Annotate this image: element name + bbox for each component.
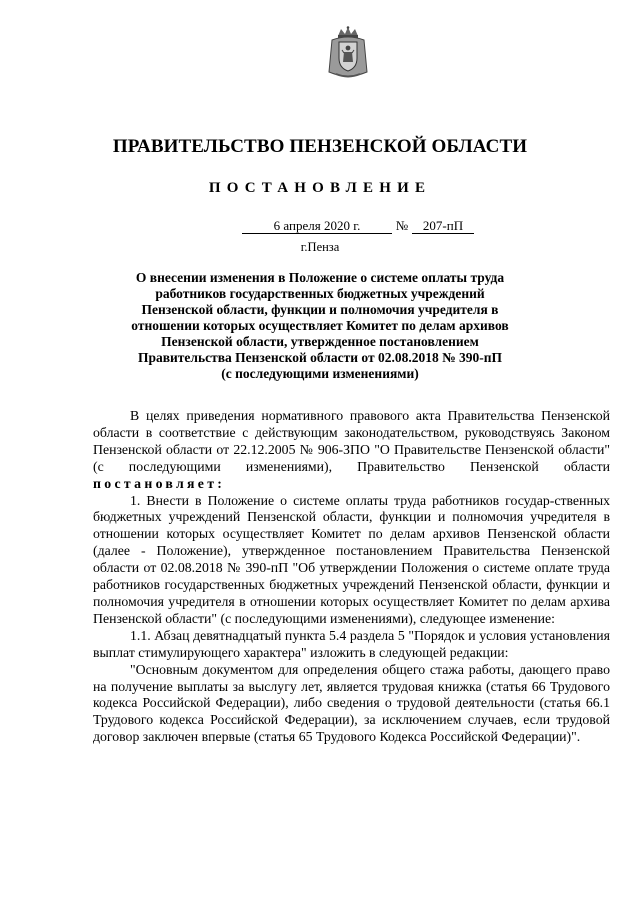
title-line: работников государственных бюджетных учреждений — [155, 286, 485, 301]
title-line: Правительства Пензенской области от 02.08.2018 № 390-пП — [137, 350, 503, 365]
resolution-word: постановляет: — [93, 475, 226, 491]
number-sign: № — [395, 218, 409, 233]
document-type: ПОСТАНОВЛЕНИЕ — [208, 180, 432, 196]
title-line: Пензенской области, утвержденное постановлением — [161, 334, 479, 349]
document-title — [110, 270, 530, 382]
title-line: (с последующими изменениями) — [221, 366, 419, 381]
quoted-new-text-paragraph: "Основным документом для определения общего стажа работы, дающего право на получение выплаты за выслугу лет, является трудовая книжка (статья 66 Трудового кодекса Российской Федерации), либо сведения о трудовой деятельности (статья 66.1 Трудового кодекса Российской Федерации), за исключением случаев, если трудовой договор заключен впервые (статья 65 Трудового Кодекса Российской Федерации)". — [93, 661, 610, 745]
document-body — [93, 408, 610, 746]
clause-1-paragraph: 1. Внести в Положение о системе оплаты труда работников государ-ственных бюджетных учреждений Пензенской области, функции и полномочия учредителя в отношении которых осуществляет Комитет по делам архивов Пензенской области (далее - Положение), утвержденное постановлением Правительства Пензенской области от 02.08.2018 № 390-пП "Об утверждении Положения о системе оплате труда работников государственных бюджетных учреждений Пензенской области, функции и полномочия учредителя в отношении которых осуществляет Комитет по делам архива Пензенской области" (с последующими изменениями), следующее изменение: — [93, 492, 610, 626]
government-name: ПРАВИТЕЛЬСТВО ПЕНЗЕНСКОЙ ОБЛАСТИ — [112, 136, 528, 157]
date-number-line — [242, 218, 474, 234]
title-line: отношении которых осуществляет Комитет по делам архивов — [131, 318, 509, 333]
document-number: 207-пП — [412, 219, 474, 234]
title-line: Пензенской области, функции и полномочия учредителя в — [141, 302, 499, 317]
preamble-paragraph — [93, 408, 610, 493]
clause-1-1-paragraph: 1.1. Абзац девятнадцатый пункта 5.4 раздела 5 "Порядок и условия установления выплат стимулирующего характера" изложить в следующей редакции: — [93, 627, 610, 660]
preamble-text: В целях приведения нормативного правового акта Правительства Пензенской области в соответствие с действующим законодательством, руководствуясь Законом Пензенской области от 22.12.2005 № 906-ЗПО "О Правительстве Пензенской области" (с последующими изменениями), Правительство Пензенской области — [93, 408, 610, 474]
title-line: О внесении изменения в Положение о системе оплаты труда — [135, 270, 505, 285]
city: г.Пенза — [300, 240, 340, 254]
document-date: 6 апреля 2020 г. — [242, 219, 392, 234]
coat-of-arms-icon — [326, 26, 370, 80]
